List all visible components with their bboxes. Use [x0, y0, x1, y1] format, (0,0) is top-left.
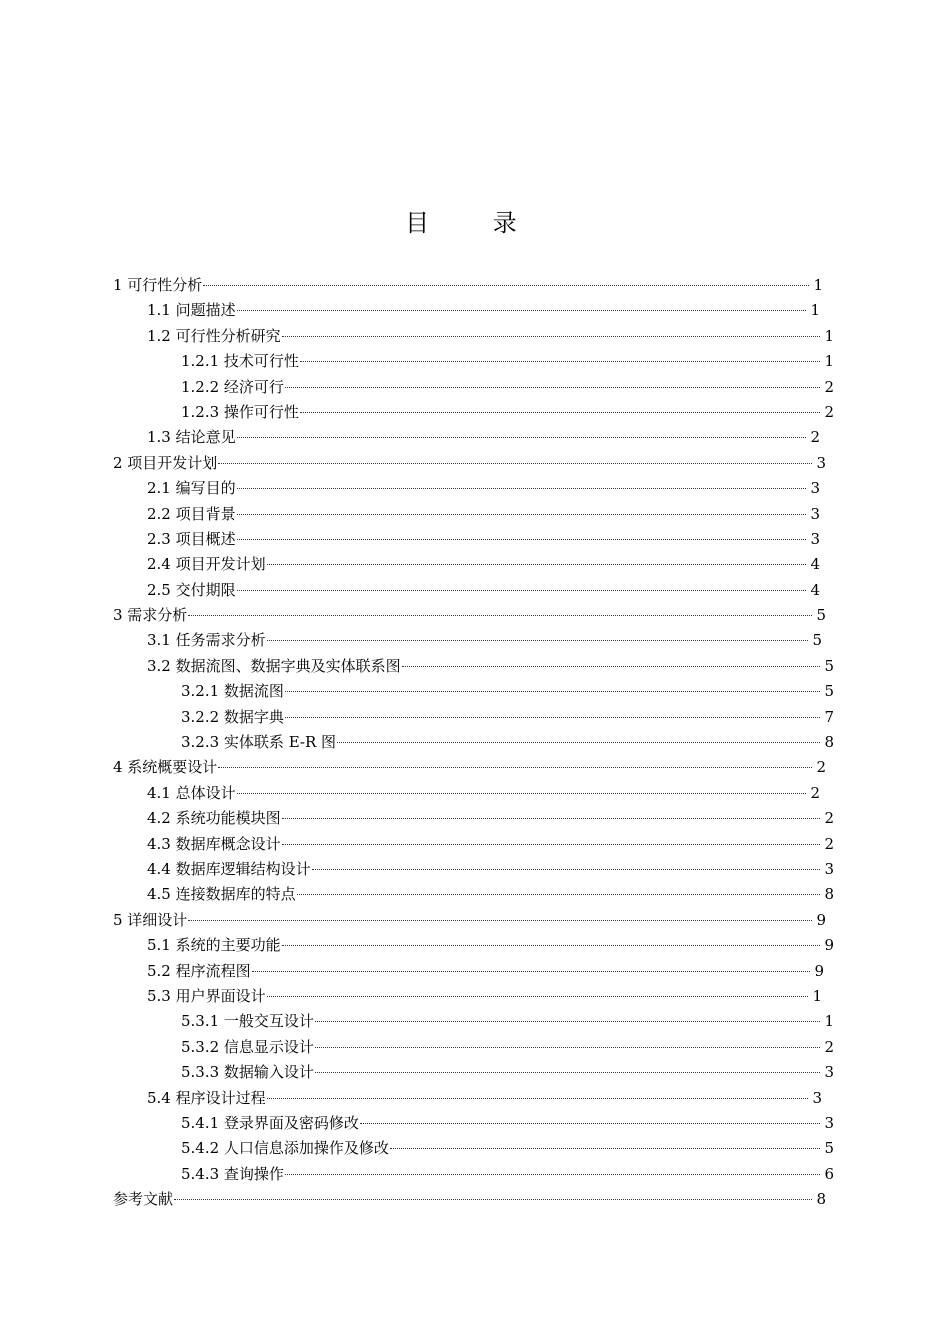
toc-entry[interactable]: [0, 349, 950, 374]
toc-entry-page-number: 3: [824, 1113, 834, 1132]
toc-entry-title: 4.2 系统功能模块图: [147, 809, 281, 828]
dot-leader: [297, 894, 821, 895]
toc-entry-page-number: 1: [824, 326, 834, 345]
toc-entry-title: 3.2 数据流图、数据字典及实体联系图: [147, 656, 401, 675]
toc-entry[interactable]: [0, 1060, 950, 1085]
dot-leader: [237, 793, 807, 794]
toc-entry-page-number: 2: [810, 428, 820, 447]
toc-entry-title: 5.4.1 登录界面及密码修改: [181, 1113, 359, 1132]
toc-entry-title: 5.1 系统的主要功能: [147, 936, 281, 955]
toc-entry[interactable]: [0, 298, 950, 323]
toc-entry[interactable]: [0, 628, 950, 653]
dot-leader: [312, 869, 821, 870]
toc-entry-page-number: 6: [824, 1164, 834, 1183]
dot-leader: [360, 1123, 821, 1124]
toc-entry-title: 1.2 可行性分析研究: [147, 326, 281, 345]
dot-leader: [237, 539, 807, 540]
toc-entry-page-number: 2: [816, 758, 826, 777]
toc-entry-page-number: 1: [824, 352, 834, 371]
dot-leader: [237, 514, 807, 515]
toc-entry-page-number: 2: [824, 377, 834, 396]
toc-entry[interactable]: [0, 502, 950, 527]
toc-entry[interactable]: [0, 882, 950, 907]
toc-entry[interactable]: [0, 476, 950, 501]
toc-entry-title: 1.2.3 操作可行性: [181, 402, 299, 421]
dot-leader: [237, 488, 807, 489]
toc-entry[interactable]: [0, 578, 950, 603]
toc-entry[interactable]: [0, 705, 950, 730]
dot-leader: [267, 1098, 809, 1099]
dot-leader: [188, 615, 812, 616]
toc-entry-title: 5.3.3 数据输入设计: [181, 1063, 314, 1082]
toc-entry-page-number: 4: [810, 555, 820, 574]
toc-entry-page-number: 7: [824, 707, 834, 726]
toc-entry-page-number: 8: [816, 1190, 826, 1209]
dot-leader: [237, 310, 807, 311]
dot-leader: [252, 971, 811, 972]
dot-leader: [267, 640, 809, 641]
toc-entry-title: 2.3 项目概述: [147, 529, 236, 548]
toc-entry[interactable]: [0, 679, 950, 704]
toc-entry[interactable]: [0, 603, 950, 628]
dot-leader: [282, 945, 821, 946]
dot-leader: [282, 844, 821, 845]
dot-leader: [285, 387, 821, 388]
toc-entry-title: 3.2.3 实体联系 E-R 图: [181, 733, 337, 752]
dot-leader: [203, 285, 809, 286]
toc-entry-title: 5.2 程序流程图: [147, 961, 251, 980]
dot-leader: [300, 412, 821, 413]
toc-entry[interactable]: [0, 857, 950, 882]
dot-leader: [237, 437, 807, 438]
toc-entry-page-number: 2: [824, 1037, 834, 1056]
toc-entry[interactable]: [0, 324, 950, 349]
toc-entry-page-number: 1: [812, 986, 822, 1005]
toc-entry[interactable]: [0, 730, 950, 755]
toc-entry-title: 4.5 连接数据库的特点: [147, 885, 296, 904]
toc-entry[interactable]: [0, 1009, 950, 1034]
toc-entry[interactable]: [0, 1136, 950, 1161]
toc-entry[interactable]: [0, 1035, 950, 1060]
toc-entry-title: 4.4 数据库逻辑结构设计: [147, 859, 311, 878]
toc-entry[interactable]: [0, 527, 950, 552]
toc-entry-page-number: 5: [812, 631, 822, 650]
toc-entry[interactable]: [0, 781, 950, 806]
toc-entry-title: 1.1 问题描述: [147, 301, 236, 320]
toc-entry[interactable]: [0, 1086, 950, 1111]
toc-entry-title: 4.1 总体设计: [147, 783, 236, 802]
toc-entry-title: 3.2.2 数据字典: [181, 707, 284, 726]
dot-leader: [402, 666, 821, 667]
toc-entry-page-number: 9: [816, 910, 826, 929]
dot-leader: [315, 1021, 821, 1022]
toc-entry[interactable]: [0, 908, 950, 933]
dot-leader: [282, 818, 821, 819]
dot-leader: [337, 742, 820, 743]
toc-entry[interactable]: [0, 654, 950, 679]
toc-entry-title: 2 项目开发计划: [113, 453, 218, 472]
toc-entry-page-number: 3: [824, 1063, 834, 1082]
toc-entry-page-number: 2: [824, 834, 834, 853]
dot-leader: [285, 1174, 821, 1175]
toc-entry-title: 5.3.1 一般交互设计: [181, 1012, 314, 1031]
toc-entry-title: 5.4.3 查询操作: [181, 1164, 284, 1183]
toc-entry-page-number: 5: [824, 682, 834, 701]
dot-leader: [218, 463, 812, 464]
toc-entry-title: 5.3 用户界面设计: [147, 986, 266, 1005]
toc-entry-title: 参考文献: [113, 1190, 174, 1209]
toc-list: [0, 273, 950, 1212]
toc-entry-page-number: 2: [824, 402, 834, 421]
dot-leader: [285, 691, 821, 692]
toc-entry-title: 5 详细设计: [113, 910, 188, 929]
toc-entry-page-number: 3: [812, 1088, 822, 1107]
toc-entry-page-number: 1: [813, 276, 823, 294]
toc-entry-title: 5.3.2 信息显示设计: [181, 1037, 314, 1056]
toc-entry-page-number: 1: [810, 301, 820, 320]
dot-leader: [267, 564, 807, 565]
toc-entry-title: 2.4 项目开发计划: [147, 555, 266, 574]
toc-entry[interactable]: [0, 451, 950, 476]
dot-leader: [300, 361, 821, 362]
toc-entry-title: 1.3 结论意见: [147, 428, 236, 447]
toc-entry-title: 2.5 交付期限: [147, 580, 236, 599]
toc-entry-title: 3.1 任务需求分析: [147, 631, 266, 650]
toc-entry-page-number: 8: [824, 733, 834, 752]
toc-entry-page-number: 9: [814, 961, 824, 980]
toc-entry-title: 1.2.2 经济可行: [181, 377, 284, 396]
toc-entry-title: 5.4.2 人口信息添加操作及修改: [181, 1139, 389, 1158]
toc-entry-title: 2.2 项目背景: [147, 504, 236, 523]
toc-entry-page-number: 4: [810, 580, 820, 599]
toc-entry-title: 4 系统概要设计: [113, 758, 218, 777]
toc-entry-title: 3.2.1 数据流图: [181, 682, 284, 701]
toc-entry-page-number: 3: [810, 529, 820, 548]
dot-leader: [237, 590, 807, 591]
toc-entry[interactable]: [0, 400, 950, 425]
toc-entry-title: 3 需求分析: [113, 606, 188, 625]
toc-entry-page-number: 5: [824, 1139, 834, 1158]
dot-leader: [315, 1047, 821, 1048]
toc-title: 目 录: [405, 209, 545, 237]
toc-entry-title: 1.2.1 技术可行性: [181, 352, 299, 371]
toc-entry-page-number: 5: [816, 606, 826, 625]
toc-entry-page-number: 3: [824, 859, 834, 878]
toc-entry[interactable]: [0, 1187, 950, 1212]
toc-entry-title: 5.4 程序设计过程: [147, 1088, 266, 1107]
toc-entry-page-number: 3: [816, 453, 826, 472]
dot-leader: [390, 1148, 821, 1149]
toc-entry[interactable]: [0, 755, 950, 780]
toc-entry-title: 1 可行性分析: [113, 276, 203, 294]
dot-leader: [188, 920, 812, 921]
toc-entry-page-number: 1: [824, 1012, 834, 1031]
toc-entry[interactable]: [0, 806, 950, 831]
toc-entry[interactable]: [0, 984, 950, 1009]
toc-entry-page-number: 5: [824, 656, 834, 675]
toc-entry[interactable]: [0, 552, 950, 577]
toc-entry-title: 2.1 编写目的: [147, 479, 236, 498]
toc-entry-page-number: 2: [824, 809, 834, 828]
toc-entry[interactable]: [0, 273, 950, 298]
toc-entry[interactable]: [0, 1162, 950, 1187]
toc-entry-page-number: 8: [824, 885, 834, 904]
toc-entry[interactable]: [0, 1111, 950, 1136]
dot-leader: [267, 996, 809, 997]
toc-entry-page-number: 3: [810, 479, 820, 498]
toc-entry-page-number: 3: [810, 504, 820, 523]
toc-entry-page-number: 9: [824, 936, 834, 955]
toc-entry[interactable]: [0, 832, 950, 857]
toc-entry[interactable]: [0, 425, 950, 450]
toc-entry[interactable]: [0, 375, 950, 400]
dot-leader: [218, 767, 812, 768]
dot-leader: [315, 1072, 821, 1073]
dot-leader: [282, 336, 821, 337]
toc-entry[interactable]: [0, 933, 950, 958]
dot-leader: [285, 717, 821, 718]
toc-entry-title: 4.3 数据库概念设计: [147, 834, 281, 853]
toc-entry[interactable]: [0, 959, 950, 984]
dot-leader: [174, 1199, 812, 1200]
toc-entry-page-number: 2: [810, 783, 820, 802]
